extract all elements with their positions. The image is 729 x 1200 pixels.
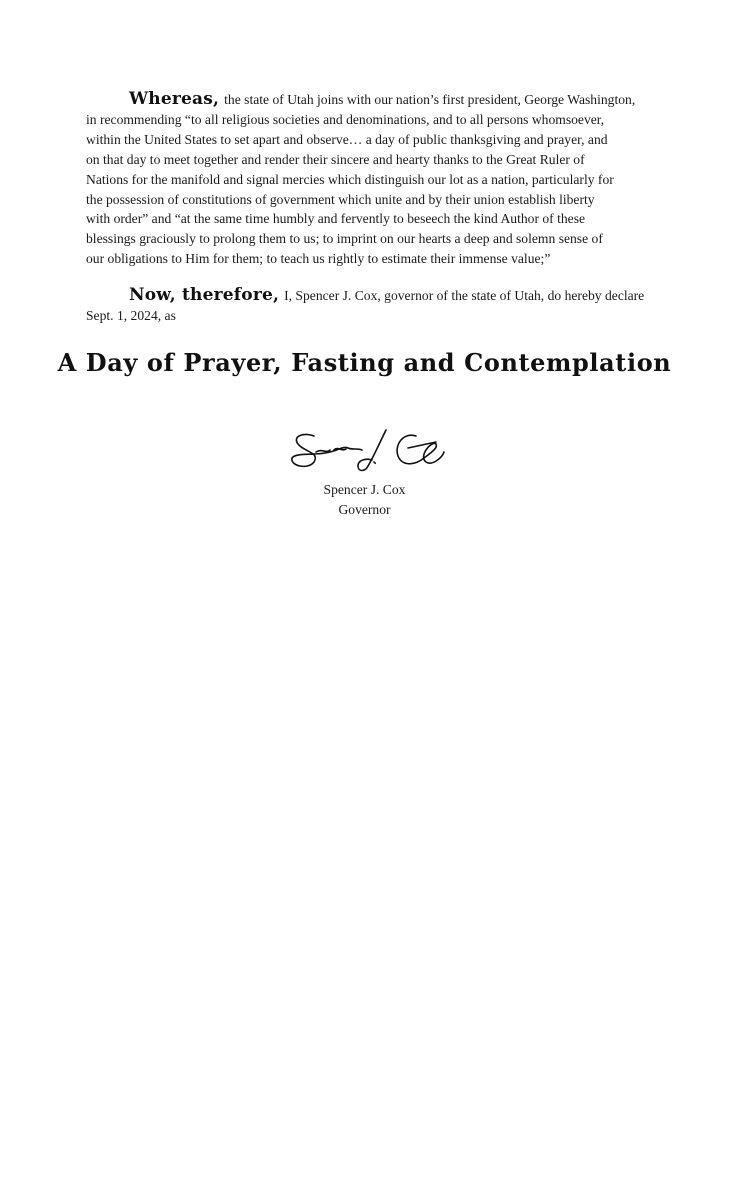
signer-name: Spencer J. Cox	[323, 482, 406, 497]
whereas-lead: Whereas,	[129, 89, 220, 109]
whereas-line: within the United States to set apart and observe… a day of public thanksgiving and prayer, and	[86, 131, 608, 147]
whereas-line: with order” and “at the same time humbly and fervently to beseech the kind Author of these	[86, 211, 586, 227]
whereas-line: our obligations to Him for them; to teach us rightly to estimate their immense value;”	[86, 251, 551, 267]
now-therefore-first-line	[86, 286, 656, 306]
proclamation-title: A Day of Prayer, Fasting and Contemplation	[57, 348, 672, 377]
now-therefore-line: I, Spencer J. Cox, governor of the state of Utah, do hereby declare	[284, 288, 645, 303]
handwritten-signature	[286, 422, 446, 480]
now-therefore-line: Sept. 1, 2024, as	[86, 307, 176, 323]
whereas-first-line	[86, 90, 656, 110]
signer-office: Governor	[338, 501, 391, 517]
whereas-line: the state of Utah joins with our nation’s first president, George Washington,	[224, 92, 636, 107]
whereas-line: Nations for the manifold and signal mercies which distinguish our lot as a nation, particularly for	[86, 171, 614, 187]
whereas-paragraph	[86, 90, 656, 269]
whereas-line: the possession of constitutions of government which unite and by their union establish liberty	[86, 191, 595, 207]
now-therefore-paragraph	[86, 286, 656, 326]
whereas-line: blessings graciously to prolong them to us; to imprint on our hearts a deep and solemn sense of	[86, 231, 603, 247]
signer-block	[0, 480, 729, 519]
whereas-line: in recommending “to all religious societies and denominations, and to all persons whomsoever,	[86, 111, 605, 127]
whereas-line: on that day to meet together and render their sincere and hearty thanks to the Great Ruler of	[86, 151, 585, 167]
now-therefore-lead: Now, therefore,	[129, 285, 280, 305]
